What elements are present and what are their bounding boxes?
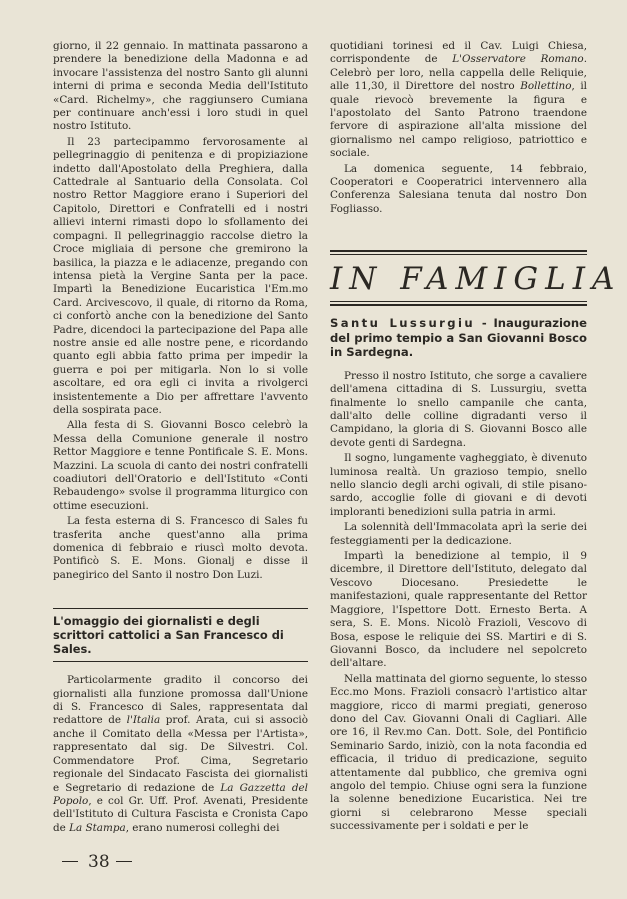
paragraph <box>53 674 308 835</box>
paragraph: La festa esterna di S. Francesco di Sales fu trasferita anche quest'anno alla prima domenica di febbraio e riuscì molto devota. Pontificò S. E. Mons. Gionalj e disse il panegirico del Santo il nostro Don Luzi. <box>53 515 308 581</box>
newspaper-title: L'Osservatore Romano <box>452 53 584 66</box>
paragraph: Presso il nostro Istituto, che sorge a cavaliere dell'amena cittadina di S. Lussurgiu, svetta finalmente lo snello campanile che canta, dall'alto delle colline digradanti verso il Campidano, la gloria di S. Giovanni Bosco alle devote genti di Sardegna. <box>330 369 587 449</box>
page-number: 38 <box>88 852 110 872</box>
paragraph: Impartì la benedizione al tempio, il 9 dicembre, il Direttore dell'Istituto, delegato dal Vescovo Diocesano. Presiedette le manifestazioni, quale rappresentante del Rettor Maggiore, l'Ispettore Dott. Ernesto Berta. A sera, S. E. Mons. Nicolò Frazioli, Vescovo di Bosa, espose le reliquie dei SS. Martiri e di S. Giovanni Bosco, da includere nel sepolcreto dell'altare. <box>330 550 587 670</box>
section-heading: L'omaggio dei giornalisti e degli scrittori cattolici a San Francesco di Sales. <box>53 614 284 657</box>
page-number-dash-left <box>62 861 78 862</box>
text-run: . Celebrò per loro, nella cappella delle Reliquie, alle 11,30, il Direttore del nostro <box>330 53 587 93</box>
text-run: , erano numerosi colleghi dei <box>125 821 280 834</box>
article-heading-text: - Inaugurazione del primo tempio a San Giovanni Bosco in Sardegna. <box>330 316 587 360</box>
page-number-dash-right <box>116 861 132 862</box>
paragraph: Nella mattinata del giorno seguente, lo stesso Ecc.mo Mons. Frazioli consacrò l'artistico altar maggiore, ricco di marmi pregiati, generoso dono del Cav. Giovanni Onali di Cagliari. Alle ore 16, il Rev.mo Can. Dott. Sole, del Pontificio Seminario Sardo, iniziò, con la nota facondia ed efficacia, il triduo di predicazione, seguito attentamente dal pubblico, che gremiva ogni angolo del tempio. Chiuse ogni sera la funzione la solenne benedizione Eucaristica. Nei tre giorni si celebrarono Messe speciali successivamente per i soldati e per le <box>330 672 587 833</box>
article-heading <box>330 316 587 360</box>
banner-rule-bottom <box>330 304 587 306</box>
newspaper-title: l'Italia <box>126 714 161 727</box>
paragraph: giorno, il 22 gennaio. In mattinata passarono a prendere la benedizione della Madonna e ad invocare l'assistenza del nostro Santo gli alunni interni di prima e seconda Media dell'Istituto «Card. Richelmy», che raggiunsero Cumiana per continuare anch'essi i loro studi in quel nostro Istituto. <box>53 40 308 133</box>
text-run: quotidiani torinesi ed il Cav. Luigi Chiesa, corrispondente de <box>330 40 587 66</box>
section-heading-block <box>53 608 308 662</box>
article-heading-place: Santu Lussurgiu <box>330 316 475 331</box>
paragraph: Alla festa di S. Giovanni Bosco celebrò la Messa della Comunione generale il nostro Rettor Maggiore e tenne Pontificale S. E. Mons. Mazzini. La scuola di canto dei nostri confratelli coadiutori dell'Oratorio e dell'Istituto «Conti Rebaudengo» svolse il programma liturgico con ottime esecuzioni. <box>53 419 308 512</box>
banner-rule-top-thin <box>330 254 587 255</box>
text-run: prof. Arata, cui si associò anche il Comitato della «Messa per l'Artista», rappresentato dal sig. De Silvestri. Col. Commendatore Prof. Cima, Segretario regionale del Sindacato Fascista dei giornalisti e Segretario di redazione de <box>53 714 308 794</box>
left-column <box>53 40 308 837</box>
divider-bottom <box>53 661 308 662</box>
banner-title: IN FAMIGLIA <box>330 261 622 298</box>
right-column <box>330 40 622 836</box>
banner-rule-top <box>330 250 587 252</box>
paragraph: Il sogno, lungamente vagheggiato, è divenuto luminosa realtà. Un grazioso tempio, snello nello slancio degli archi ogivali, di stile pisano-sardo, accoglie folle di giovani e di devoti imploranti benedizioni sulla patria in armi. <box>330 452 587 518</box>
text-run: , e col Gr. Uff. Prof. Avenati, Presidente dell'Istituto di Cultura Fascista e Cronista Capo de <box>53 794 308 834</box>
newspaper-title: La Stampa <box>69 821 126 834</box>
paragraph: Il 23 partecipammo fervorosamente al pellegrinaggio di penitenza e di propiziazione indetto dall'Apostolato della Preghiera, dalla Cattedrale al Santuario della Consolata. Col nostro Rettor Maggiore erano i Superiori del Capitolo, Direttori e Confratelli ed i nostri allievi interni rimasti dopo lo sfollamento dei compagni. Il pellegrinaggio raccolse dietro la Croce migliaia di persone che gremirono la basilica, la piazza e le adiacenze, pregando con intensa pietà la Vergine Santa per la pace. Impartì la Benedizione Eucaristica l'Em.mo Card. Arcivescovo, il quale, di ritorno da Roma, ci confortò anche con la benedizione del Santo Padre, dicendoci la partecipazione del Papa alle nostre ansie ed alle nostre pene, e ricordando quanto egli abbia fatto prima per impedir la guerra e poi per mitigarla. Non lo si volle ascoltare, ed ora egli ci invita a rivolgerci insistentemente a Dio per affrettare l'avvento della sospirata pace. <box>53 135 308 416</box>
paragraph <box>330 40 587 161</box>
text-run: , il quale rievocò brevemente la figura e l'apostolato del Santo Patrono traendone fervore di aspirazione all'alta missione del giornalismo nel campo religioso, patriottico e sociale. <box>330 80 587 160</box>
paragraph: La solennità dell'Immacolata aprì la serie dei festeggiamenti per la dedicazione. <box>330 521 587 547</box>
newspaper-title: Bollettino <box>520 80 572 93</box>
divider-top <box>53 608 308 609</box>
banner-rule-bottom-thin <box>330 301 587 302</box>
section-banner <box>330 250 622 306</box>
text-run: Particolarmente gradito il concorso dei giornalisti alla funzione promossa dall'Unione di S. Francesco di Sales, rappresentata dal redattore de <box>53 674 308 727</box>
newspaper-title: La Gazzetta del Popolo <box>53 781 309 807</box>
paragraph: La domenica seguente, 14 febbraio, Cooperatori e Cooperatrici intervennero alla Conferenza Salesiana tenuta dal nostro Don Fogliasso. <box>330 162 587 215</box>
